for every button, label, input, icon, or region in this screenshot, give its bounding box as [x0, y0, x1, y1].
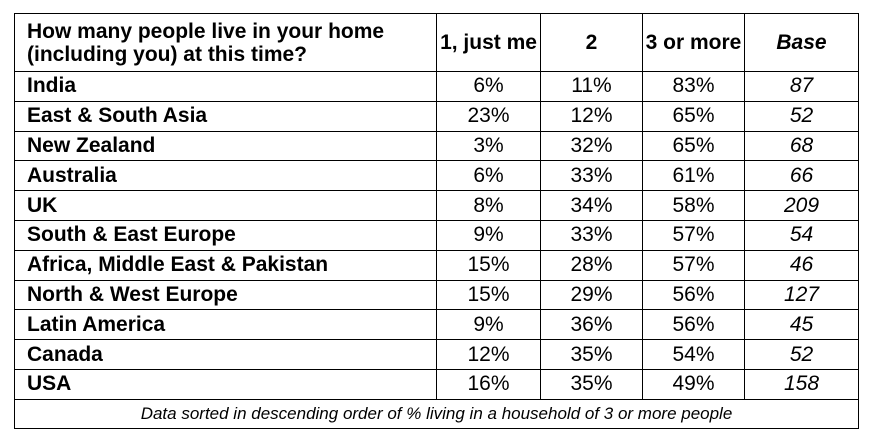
pct-one-cell: 16%: [437, 369, 541, 399]
pct-three-plus-cell: 58%: [643, 191, 745, 221]
table-row: [15, 369, 859, 399]
base-cell: 46: [745, 250, 859, 280]
pct-two-cell: 34%: [541, 191, 643, 221]
pct-one-cell: 6%: [437, 72, 541, 102]
col-header-one: 1, just me: [437, 14, 541, 72]
table-row: [15, 72, 859, 102]
pct-two-cell: 29%: [541, 280, 643, 310]
pct-one-cell: 3%: [437, 131, 541, 161]
region-cell: India: [15, 72, 437, 102]
pct-two-cell: 36%: [541, 310, 643, 340]
pct-three-plus-cell: 65%: [643, 101, 745, 131]
table-row: [15, 280, 859, 310]
pct-three-plus-cell: 54%: [643, 340, 745, 370]
table-row: [15, 101, 859, 131]
pct-three-plus-cell: 57%: [643, 250, 745, 280]
pct-one-cell: 6%: [437, 161, 541, 191]
table-row: [15, 310, 859, 340]
pct-three-plus-cell: 61%: [643, 161, 745, 191]
footnote: Data sorted in descending order of % living in a household of 3 or more people: [15, 399, 859, 428]
region-cell: Canada: [15, 340, 437, 370]
base-cell: 52: [745, 340, 859, 370]
base-cell: 158: [745, 369, 859, 399]
col-header-three-plus: 3 or more: [643, 14, 745, 72]
region-cell: Africa, Middle East & Pakistan: [15, 250, 437, 280]
pct-one-cell: 23%: [437, 101, 541, 131]
region-cell: UK: [15, 191, 437, 221]
base-cell: 127: [745, 280, 859, 310]
pct-three-plus-cell: 83%: [643, 72, 745, 102]
survey-table-container: [14, 13, 859, 429]
col-header-two: 2: [541, 14, 643, 72]
pct-one-cell: 9%: [437, 220, 541, 250]
pct-two-cell: 28%: [541, 250, 643, 280]
region-cell: South & East Europe: [15, 220, 437, 250]
table-row: [15, 340, 859, 370]
base-cell: 209: [745, 191, 859, 221]
pct-two-cell: 33%: [541, 161, 643, 191]
pct-three-plus-cell: 56%: [643, 280, 745, 310]
pct-one-cell: 15%: [437, 280, 541, 310]
pct-two-cell: 32%: [541, 131, 643, 161]
pct-one-cell: 8%: [437, 191, 541, 221]
col-header-base: Base: [745, 14, 859, 72]
base-cell: 52: [745, 101, 859, 131]
pct-three-plus-cell: 56%: [643, 310, 745, 340]
pct-one-cell: 9%: [437, 310, 541, 340]
region-cell: East & South Asia: [15, 101, 437, 131]
table-row: [15, 161, 859, 191]
pct-one-cell: 12%: [437, 340, 541, 370]
base-cell: 68: [745, 131, 859, 161]
table-row: [15, 220, 859, 250]
pct-two-cell: 12%: [541, 101, 643, 131]
base-cell: 87: [745, 72, 859, 102]
household-size-table: [14, 13, 859, 429]
question-header: How many people live in your home (including you) at this time?: [15, 14, 437, 72]
region-cell: Latin America: [15, 310, 437, 340]
region-cell: New Zealand: [15, 131, 437, 161]
region-cell: Australia: [15, 161, 437, 191]
pct-three-plus-cell: 49%: [643, 369, 745, 399]
base-cell: 45: [745, 310, 859, 340]
pct-three-plus-cell: 57%: [643, 220, 745, 250]
base-cell: 66: [745, 161, 859, 191]
footnote-row: [15, 399, 859, 428]
table-row: [15, 191, 859, 221]
pct-two-cell: 35%: [541, 340, 643, 370]
base-cell: 54: [745, 220, 859, 250]
table-row: [15, 131, 859, 161]
table-row: [15, 250, 859, 280]
header-row: [15, 14, 859, 72]
region-cell: USA: [15, 369, 437, 399]
pct-two-cell: 35%: [541, 369, 643, 399]
pct-two-cell: 33%: [541, 220, 643, 250]
pct-two-cell: 11%: [541, 72, 643, 102]
region-cell: North & West Europe: [15, 280, 437, 310]
pct-three-plus-cell: 65%: [643, 131, 745, 161]
pct-one-cell: 15%: [437, 250, 541, 280]
